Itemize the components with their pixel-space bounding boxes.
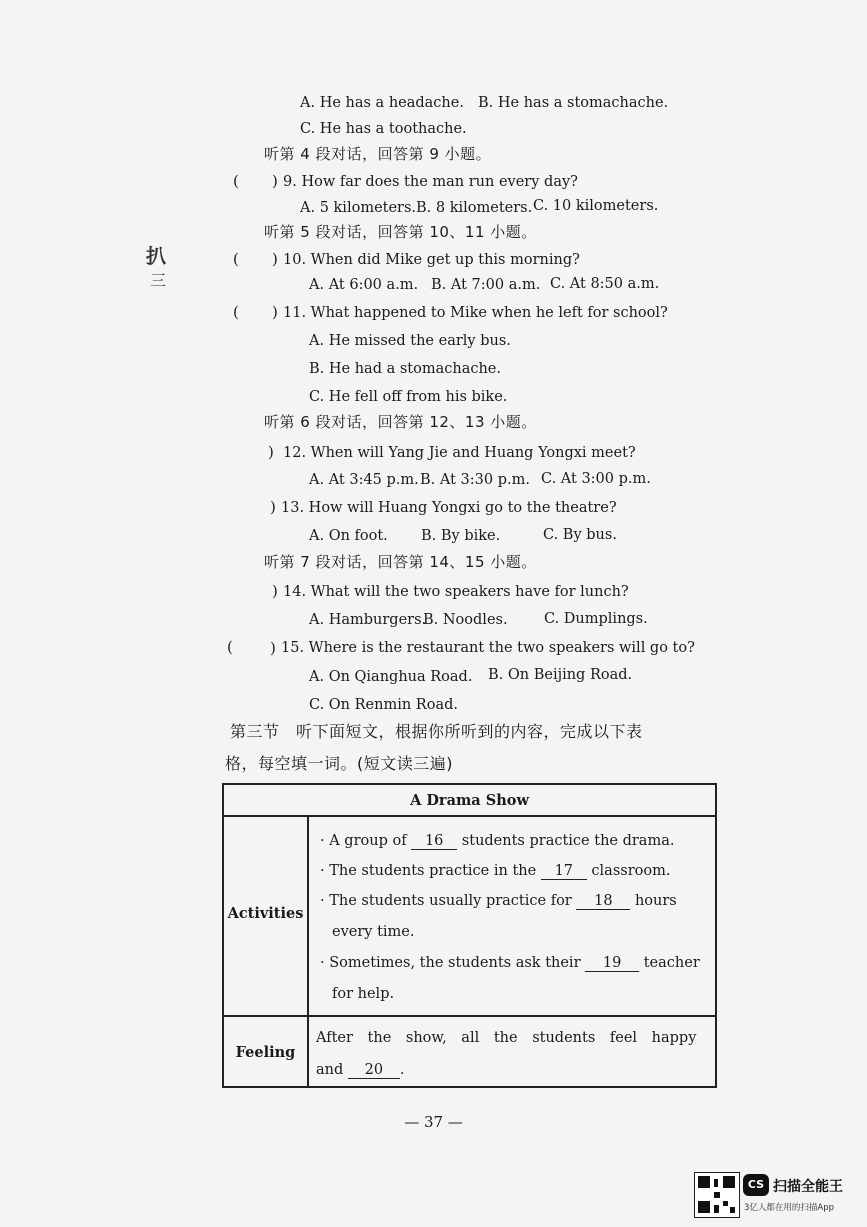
feeling-label: Feeling [235,1044,296,1061]
q8-option-b: B. He has a stomachache. [478,95,669,111]
table-column-divider [307,815,309,1086]
activity-4 [320,955,700,972]
activity-3 [320,893,677,910]
part-3-instruction-line-2: 格，每空填一词。(短文读三遍) [225,754,453,773]
page-number: — 37 — [404,1113,463,1131]
blank-20: 20 [348,1062,400,1079]
q11-option-b: B. He had a stomachache. [309,361,501,377]
q15-stem: 15. Where is the restaurant the two speakers will go to? [281,640,695,656]
blank-19: 19 [585,955,639,972]
q12-paren-close: ) [268,443,274,461]
activity-4-pre: Sometimes, the students ask their [329,955,581,971]
q11-option-a: A. He missed the early bus. [309,333,511,349]
q9-paren-open: ( [233,172,239,190]
section-4-heading: 听第 4 段对话，回答第 9 小题。 [264,145,492,163]
activity-4-post: teacher [643,955,700,971]
q13-paren-close: ) [270,498,276,516]
q15-option-b: B. On Beijing Road. [488,667,633,683]
q15-option-c: C. On Renmin Road. [309,697,458,713]
q9-option-b: B. 8 kilometers. [416,200,533,216]
camscanner-tagline: 3亿人都在用的扫描App [744,1203,835,1213]
section-5-heading: 听第 5 段对话，回答第 10、11 小题。 [264,223,537,241]
activity-2 [320,863,670,880]
q13-option-c: C. By bus. [543,527,617,543]
activity-3-continued: every time. [332,924,415,940]
table-divider-header [224,815,715,817]
q10-paren-close: ) [272,250,278,268]
feeling-line-2 [316,1062,404,1079]
q10-option-c: C. At 8:50 a.m. [550,276,660,292]
blank-17: 17 [541,863,587,880]
margin-note-1: 扒 [146,244,166,268]
q14-stem: 14. What will the two speakers have for lunch? [283,584,629,600]
bullet: · [320,955,325,971]
q15-option-a: A. On Qianghua Road. [309,669,473,685]
drama-show-table [222,783,717,1088]
q15-paren-close: ) [270,639,276,657]
activity-3-pre: The students usually practice for [329,893,572,909]
activity-2-post: classroom. [591,863,671,879]
feeling-post: . [399,1062,405,1078]
qr-code-icon [694,1172,740,1218]
q14-option-b: B. Noodles. [423,612,508,628]
q13-option-a: A. On foot. [309,528,388,544]
q12-option-a: A. At 3:45 p.m. [309,472,419,488]
q14-paren-close: ) [272,582,278,600]
q15-paren-open: ( [227,638,233,656]
q10-paren-open: ( [233,250,239,268]
part-3-instruction-line-1: 第三节 听下面短文，根据你所听到的内容，完成以下表 [230,722,643,741]
q9-paren-close: ) [272,172,278,190]
blank-18: 18 [576,893,630,910]
section-6-heading: 听第 6 段对话，回答第 12、13 小题。 [264,413,537,431]
activities-label: Activities [227,905,304,922]
q14-option-a: A. Hamburgers. [309,612,427,628]
table-divider-feeling [224,1015,715,1017]
q9-option-a: A. 5 kilometers. [300,200,417,216]
activity-1-post: students practice the drama. [461,833,675,849]
activity-2-pre: The students practice in the [329,863,537,879]
q9-option-c: C. 10 kilometers. [533,198,659,214]
table-title: A Drama Show [410,792,529,809]
q10-option-b: B. At 7:00 a.m. [431,277,541,293]
q13-stem: 13. How will Huang Yongxi go to the theatre? [281,500,617,516]
activity-3-post: hours [634,893,677,909]
q12-stem: 12. When will Yang Jie and Huang Yongxi meet? [283,445,636,461]
q11-paren-open: ( [233,303,239,321]
q12-option-c: C. At 3:00 p.m. [541,471,651,487]
activity-1 [320,833,674,850]
q11-stem: 11. What happened to Mike when he left for school? [283,305,668,321]
bullet: · [320,893,325,909]
activity-1-pre: A group of [329,833,407,849]
bullet: · [320,863,325,879]
activity-4-continued: for help. [332,986,395,1002]
q14-option-c: C. Dumplings. [544,611,648,627]
q8-option-a: A. He has a headache. [300,95,464,111]
q9-stem: 9. How far does the man run every day? [283,174,578,190]
margin-note-2: 三 [150,271,167,290]
camscanner-logo-icon: CS [743,1174,769,1196]
q12-option-b: B. At 3:30 p.m. [420,472,530,488]
q10-option-a: A. At 6:00 a.m. [309,277,419,293]
feeling-pre: and [316,1062,344,1078]
q11-paren-close: ) [272,303,278,321]
q8-option-c: C. He has a toothache. [300,121,467,137]
bullet: · [320,833,325,849]
blank-16: 16 [411,833,457,850]
section-7-heading: 听第 7 段对话，回答第 14、15 小题。 [264,553,537,571]
q10-stem: 10. When did Mike get up this morning? [283,252,580,268]
camscanner-name: 扫描全能王 [773,1179,843,1195]
feeling-line-1: After the show, all the students feel happy [316,1030,697,1046]
q11-option-c: C. He fell off from his bike. [309,389,508,405]
q13-option-b: B. By bike. [421,528,501,544]
